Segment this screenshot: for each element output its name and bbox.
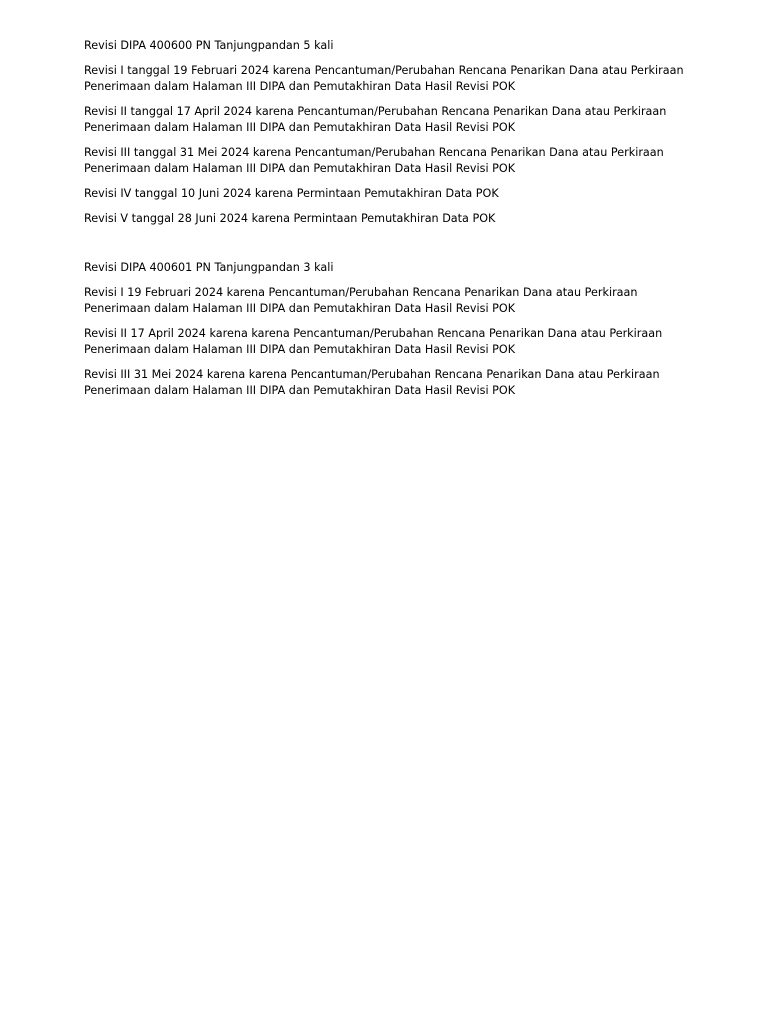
document-page [84,38,694,408]
revision-item: Revisi I tanggal 19 Februari 2024 karena Pencantuman/Perubahan Rencana Penarikan Dana atau Perkiraan Penerimaan dalam Halaman III DIPA dan Pemutakhiran Data Hasil Revisi POK [84,64,684,93]
revision-item: Revisi V tanggal 28 Juni 2024 karena Permintaan Pemutakhiran Data POK [84,212,496,225]
revision-item: Revisi I 19 Februari 2024 karena Pencantuman/Perubahan Rencana Penarikan Dana atau Perkiraan Penerimaan dalam Halaman III DIPA dan Pemutakhiran Data Hasil Revisi POK [84,286,638,315]
section-heading-400601: Revisi DIPA 400601 PN Tanjungpandan 3 kali [84,261,334,274]
revision-item: Revisi II tanggal 17 April 2024 karena Pencantuman/Perubahan Rencana Penarikan Dana atau Perkiraan Penerimaan dalam Halaman III DIPA dan Pemutakhiran Data Hasil Revisi POK [84,105,667,134]
section-spacer [84,236,694,260]
section-heading-400600: Revisi DIPA 400600 PN Tanjungpandan 5 kali [84,39,334,52]
revision-item: Revisi II 17 April 2024 karena karena Pencantuman/Perubahan Rencana Penarikan Dana atau Perkiraan Penerimaan dalam Halaman III DIPA dan Pemutakhiran Data Hasil Revisi POK [84,327,663,356]
revision-item: Revisi III tanggal 31 Mei 2024 karena Pencantuman/Perubahan Rencana Penarikan Dana atau Perkiraan Penerimaan dalam Halaman III DIPA dan Pemutakhiran Data Hasil Revisi POK [84,146,664,175]
revision-item: Revisi IV tanggal 10 Juni 2024 karena Permintaan Pemutakhiran Data POK [84,187,499,200]
revision-item: Revisi III 31 Mei 2024 karena karena Pencantuman/Perubahan Rencana Penarikan Dana atau Perkiraan Penerimaan dalam Halaman III DIPA dan Pemutakhiran Data Hasil Revisi POK [84,368,660,397]
